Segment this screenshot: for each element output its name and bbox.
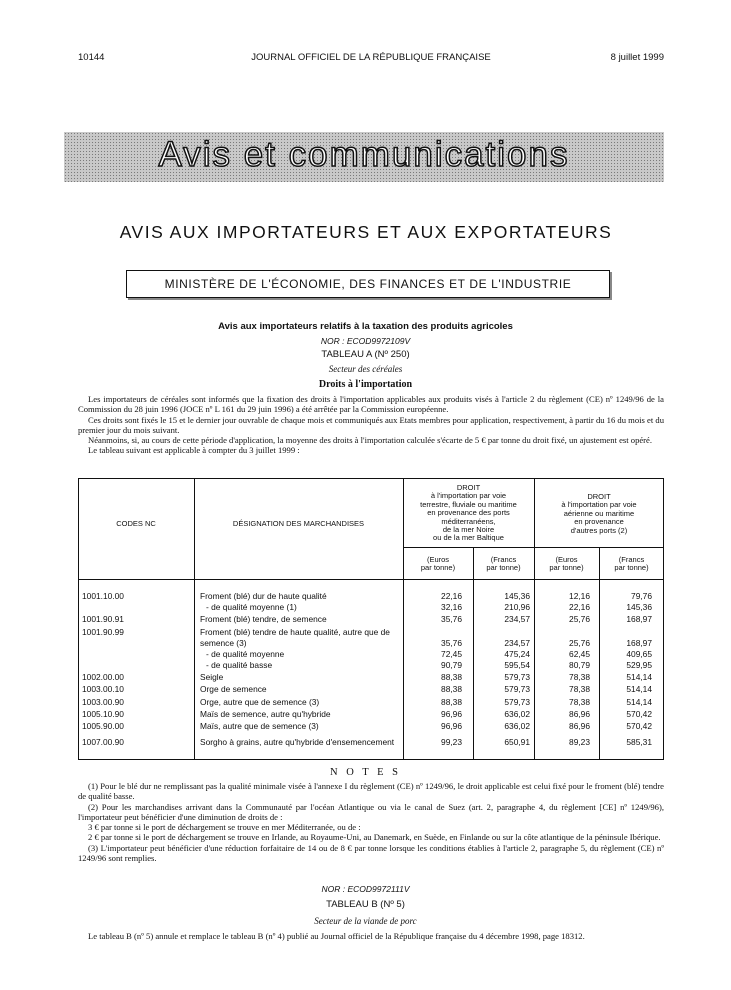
note-item: 2 € par tonne si le port de déchargement se trouve en Irlande, au Royaume-Uni, au Danemark, en Suède, en Finlande ou sur la côte atlantique de la péninsule Ibérique.: [88, 832, 661, 843]
row-designation: - de qualité moyenne (1): [206, 602, 297, 612]
col-header-codes: CODES NC: [116, 519, 156, 528]
note-item: (2) Pour les marchandises arrivant dans la Communauté par l'océan Atlantique ou via le canal de Suez (art. 2, paragraphe 4, du règlement [CE] nº 1249/96), l'importateur peut bénéficier d'une diminution de droits de :: [78, 801, 664, 822]
row-value: 579,73: [504, 672, 530, 682]
row-code: 1001.90.91: [82, 614, 124, 624]
row-code: 1007.00.90: [82, 737, 124, 747]
row-value: 636,02: [504, 721, 530, 731]
row-value: 12,16: [569, 591, 590, 601]
row-value: 35,76: [441, 614, 462, 624]
row-value: 595,54: [504, 660, 530, 670]
sector-label-2: Secteur de la viande de porc: [314, 916, 417, 926]
row-value: 86,96: [569, 709, 590, 719]
row-designation: Seigle: [200, 672, 224, 682]
row-value: 514,14: [626, 672, 652, 682]
col-header-francs-1: (Francs par tonne): [486, 555, 521, 573]
row-value: 636,02: [504, 709, 530, 719]
col-header-francs-2: (Francs par tonne): [614, 555, 649, 573]
row-designation: Froment (blé) dur de haute qualité: [200, 591, 327, 601]
row-value: 650,91: [504, 737, 530, 747]
row-code: 1005.10.90: [82, 709, 124, 719]
row-value: 96,96: [441, 709, 462, 719]
ministry-name: MINISTÈRE DE L'ÉCONOMIE, DES FINANCES ET DE L'INDUSTRIE: [164, 277, 572, 291]
paragraph: Ces droits sont fixés le 15 et le dernier jour ouvrable de chaque mois et communiqués aux Etats membres pour application, respectivement, à partir du 16 du mois et du premier jour du mois suivant.: [78, 414, 664, 435]
row-code: 1005.90.00: [82, 721, 124, 731]
row-value: 145,36: [626, 602, 652, 612]
row-value: 72,45: [441, 649, 462, 659]
row-value: 78,38: [569, 684, 590, 694]
journal-title: JOURNAL OFFICIEL DE LA RÉPUBLIQUE FRANÇAISE: [251, 52, 491, 63]
ministry-box: [126, 270, 610, 298]
row-value: 96,96: [441, 721, 462, 731]
row-divider: [403, 547, 664, 548]
col-header-euros-1: (Euros par tonne): [420, 555, 456, 573]
col-header-euros-2: (Euros par tonne): [549, 555, 584, 573]
row-code: 1002.00.00: [82, 672, 124, 682]
row-value: 570,42: [626, 721, 652, 731]
note-item: (3) L'importateur peut bénéficier d'une réduction forfaitaire de 14 ou de 8 € par tonne lorsque les conditions établies à l'article 2, paragraphe 5, du règlement (CE) nº 1249/96 sont remplies.: [78, 842, 664, 864]
row-code: 1001.10.00: [82, 591, 124, 601]
row-value: 89,23: [569, 737, 590, 747]
main-title: AVIS AUX IMPORTATEURS ET AUX EXPORTATEURS: [119, 222, 613, 242]
subheading: Droits à l'importation: [318, 379, 413, 390]
row-value: 475,24: [504, 649, 530, 659]
row-value: 25,76: [569, 638, 590, 648]
row-value: 579,73: [504, 684, 530, 694]
row-value: 80,79: [569, 660, 590, 670]
row-value: 62,45: [569, 649, 590, 659]
row-value: 35,76: [441, 638, 462, 648]
row-value: 22,16: [569, 602, 590, 612]
row-designation: Froment (blé) tendre de haute qualité, autre que de: [200, 627, 390, 637]
row-value: 22,16: [441, 591, 462, 601]
col-group-header-2: DROIT à l'importation par voie aérienne ou maritime en provenance d'autres ports (2): [561, 492, 637, 535]
row-designation: Sorgho à grains, autre qu'hybride d'ensemencement: [200, 737, 395, 747]
nor-reference-2: NOR : ECOD9972111V: [321, 884, 410, 894]
paragraph: Néanmoins, si, au cours de cette période d'application, la moyenne des droits à l'importation calculée s'écarte de 5 € par tonne du droit fixé, un ajustement est opéré.: [88, 435, 653, 446]
row-value: 145,36: [504, 591, 530, 601]
row-value: 25,76: [569, 614, 590, 624]
row-value: 78,38: [569, 697, 590, 707]
row-designation: - de qualité moyenne: [206, 649, 285, 659]
row-value: 529,95: [626, 660, 652, 670]
tableau-a-heading: TABLEAU A (Nº 250): [321, 349, 410, 360]
row-value: 579,73: [504, 697, 530, 707]
row-value: 409,65: [626, 649, 652, 659]
row-designation: Froment (blé) tendre, de semence: [200, 614, 327, 624]
row-designation: semence (3): [200, 638, 247, 648]
row-value: 210,96: [504, 602, 530, 612]
row-value: 88,38: [441, 697, 462, 707]
col-header-designation: DÉSIGNATION DES MARCHANDISES: [232, 519, 365, 528]
row-value: 88,38: [441, 672, 462, 682]
page-number: 10144: [78, 52, 105, 63]
notice-title: Avis aux importateurs relatifs à la taxation des produits agricoles: [218, 321, 513, 332]
row-value: 88,38: [441, 684, 462, 694]
col-group-header-1: DROIT à l'importation par voie terrestre, fluviale ou maritime en provenance des ports méditerranéens, de la mer Noire ou de la mer Baltique: [420, 483, 517, 543]
row-designation: Maïs de semence, autre qu'hybride: [200, 709, 331, 719]
row-designation: Orge de semence: [200, 684, 267, 694]
row-designation: Maïs, autre que de semence (3): [200, 721, 319, 731]
row-value: 514,14: [626, 697, 652, 707]
row-value: 32,16: [441, 602, 462, 612]
notes-body: [78, 781, 664, 863]
section-banner: [64, 132, 664, 182]
row-value: 86,96: [569, 721, 590, 731]
row-value: 570,42: [626, 709, 652, 719]
row-code: 1003.00.10: [82, 684, 124, 694]
notes-heading: N O T E S: [330, 767, 401, 778]
row-value: 90,79: [441, 660, 462, 670]
sector-label: Secteur des céréales: [328, 364, 403, 374]
row-value: 99,23: [441, 737, 462, 747]
row-code: 1003.00.90: [82, 697, 124, 707]
tableau-b-heading: TABLEAU B (Nº 5): [326, 899, 405, 910]
row-divider: [78, 579, 664, 580]
row-designation: - de qualité basse: [206, 660, 273, 670]
page-header: [78, 52, 664, 66]
notice-body: [78, 394, 664, 456]
row-value: 514,14: [626, 684, 652, 694]
paragraph: Le tableau suivant est applicable à compter du 3 juillet 1999 :: [88, 445, 300, 456]
row-value: 234,57: [504, 638, 530, 648]
row-designation: Orge, autre que de semence (3): [200, 697, 320, 707]
row-value: 79,76: [631, 591, 652, 601]
paragraph: Les importateurs de céréales sont informés que la fixation des droits à l'importation applicables aux produits visés à l'article 2 du règlement (CE) nº 1249/96 de la Commission du 28 juin 1996 (JOCE nº L 161 du 29 juin 1996) a été arrêtée par la Commission européenne.: [78, 394, 664, 415]
row-code: 1001.90.99: [82, 627, 124, 637]
row-value: 585,31: [626, 737, 652, 747]
row-value: 78,38: [569, 672, 590, 682]
nor-reference: NOR : ECOD9972109V: [320, 336, 411, 346]
paragraph: Le tableau B (nº 5) annule et remplace le tableau B (nº 4) publié au Journal officiel de la République française du 4 décembre 1998, page 18312.: [88, 931, 585, 941]
second-notice-body: [78, 931, 664, 941]
row-value: 234,57: [504, 614, 530, 624]
publication-date: 8 juillet 1999: [610, 52, 664, 63]
row-value: 168,97: [626, 638, 652, 648]
note-item: (1) Pour le blé dur ne remplissant pas la qualité minimale visée à l'annexe I du règlement (CE) nº 1249/96, le droit applicable est celui fixé pour le froment (blé) tendre de qualité basse.: [78, 781, 664, 802]
note-item: 3 € par tonne si le port de déchargement se trouve en mer Méditerranée, ou de :: [88, 822, 361, 833]
banner-title: Avis et communications: [158, 135, 570, 174]
row-value: 168,97: [626, 614, 652, 624]
